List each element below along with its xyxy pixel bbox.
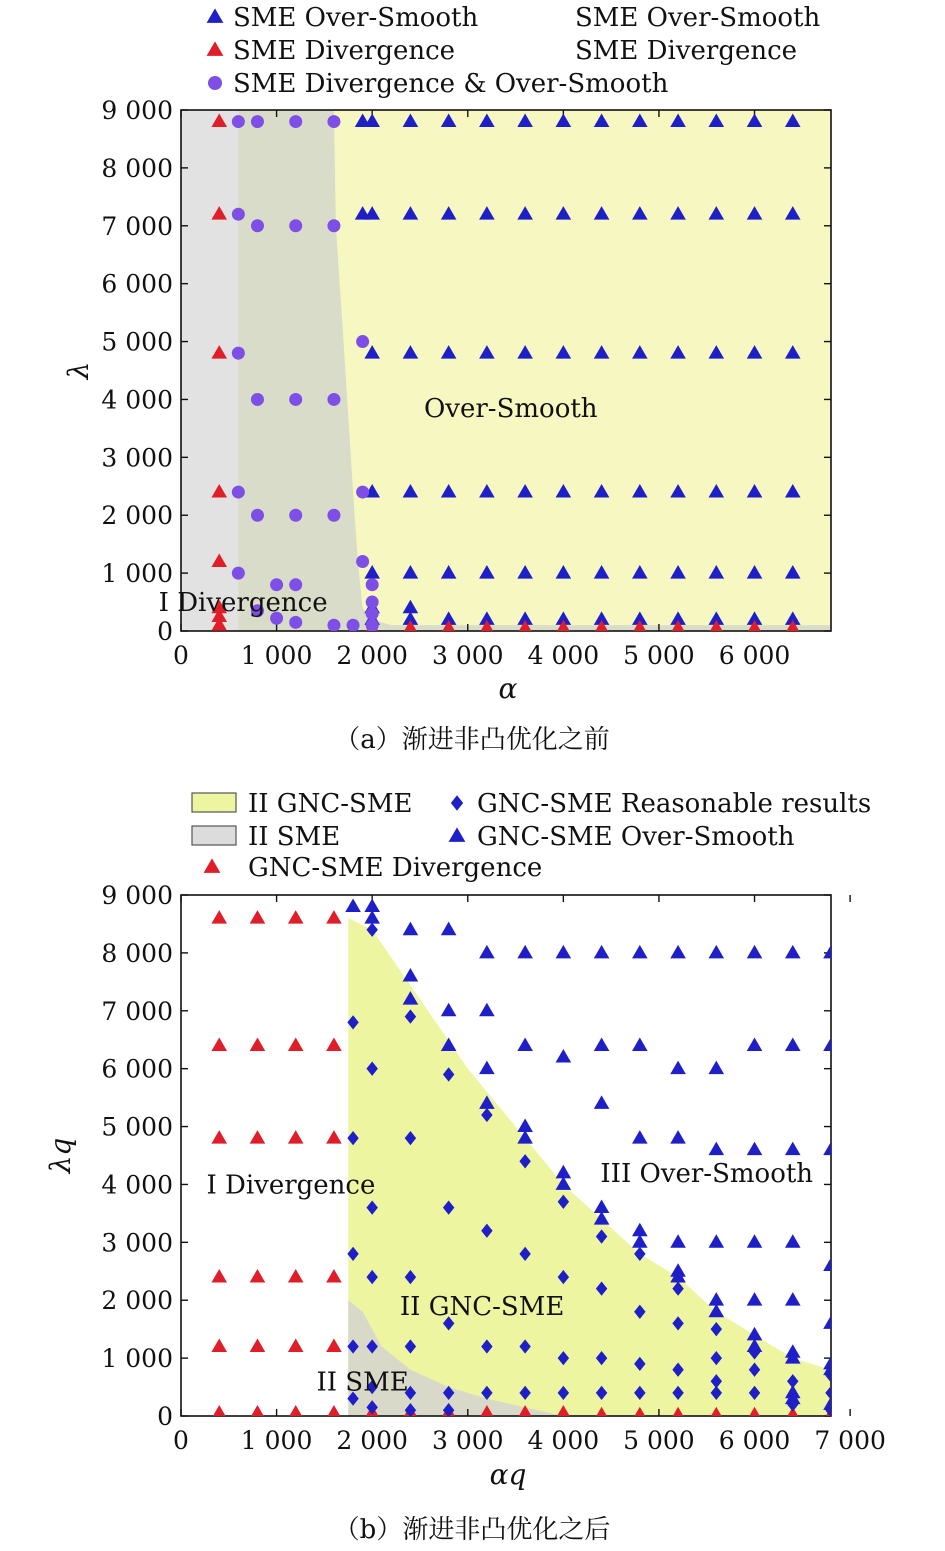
region-label: I Divergence: [206, 1170, 376, 1201]
y-tick-label: 8 000: [101, 153, 173, 183]
data-point: [211, 1269, 227, 1283]
legend-entry: [192, 822, 340, 852]
data-point: [479, 1003, 495, 1017]
data-point: [441, 922, 457, 936]
x-tick-label: 6 000: [718, 1426, 791, 1455]
data-point: [250, 1269, 266, 1283]
data-point: [594, 1095, 610, 1109]
data-point: [327, 115, 340, 128]
data-point: [708, 1234, 724, 1248]
data-point: [211, 1130, 227, 1144]
data-point: [250, 1130, 266, 1144]
regions: [181, 110, 831, 631]
data-point: [289, 509, 302, 522]
data-point: [823, 1142, 839, 1156]
y-tick-label: 9 000: [101, 96, 173, 125]
y-tick-label: 0: [157, 1402, 173, 1431]
x-tick-label: 6 000: [718, 641, 791, 670]
data-point: [632, 1130, 648, 1144]
data-point: [288, 1130, 304, 1144]
x-tick-label: 0: [173, 641, 189, 670]
data-point: [232, 347, 245, 360]
data-point: [517, 1037, 533, 1051]
x-tick-label: 3 000: [431, 1426, 504, 1455]
data-point: [785, 1292, 801, 1306]
legend-marker: [207, 41, 224, 56]
data-point: [747, 945, 763, 959]
y-tick-label: 1 000: [101, 1344, 173, 1374]
data-point: [708, 1061, 724, 1075]
y-tick-label: 4 000: [101, 1170, 173, 1200]
data-point: [708, 1292, 724, 1306]
legend-label: SME Over-Smooth: [233, 3, 479, 33]
x-axis-label: αq: [489, 1458, 527, 1491]
x-tick-label: 1 000: [240, 1426, 313, 1455]
data-point: [326, 1338, 342, 1352]
data-point: [289, 393, 302, 406]
data-point: [326, 1130, 342, 1144]
data-point: [250, 910, 266, 924]
data-point: [747, 1037, 763, 1051]
region-fill: [181, 110, 238, 631]
data-point: [632, 1234, 648, 1248]
legend-entry: [208, 69, 669, 99]
data-point: [327, 219, 340, 232]
y-tick-label: 7 000: [101, 996, 173, 1026]
x-tick-label: 0: [173, 1426, 189, 1455]
data-point: [670, 1234, 686, 1248]
data-point: [356, 335, 369, 348]
x-tick-label: 2 000: [336, 641, 408, 670]
data-point: [356, 486, 369, 499]
data-point: [250, 1037, 266, 1051]
y-tick-label: 7 000: [101, 211, 173, 241]
data-point: [211, 910, 227, 924]
data-point: [670, 1130, 686, 1144]
figure-caption: （b）渐进非凸优化之后: [333, 1515, 611, 1545]
data-point: [232, 486, 245, 499]
legend-entry: [451, 789, 871, 819]
data-point: [556, 1165, 572, 1179]
panel-a: [62, 3, 831, 755]
data-point: [366, 607, 379, 620]
data-point: [785, 1037, 801, 1051]
legend-label: GNC-SME Divergence: [248, 853, 543, 883]
legend-label: GNC-SME Reasonable results: [477, 789, 872, 819]
y-tick-label: 1 000: [101, 559, 173, 589]
legend-entry: [207, 36, 455, 66]
y-tick-label: 2 000: [101, 1286, 173, 1316]
data-point: [708, 1142, 724, 1156]
data-point: [232, 208, 245, 221]
x-tick-label: 3 000: [431, 641, 504, 670]
x-tick-label: 4 000: [527, 641, 600, 670]
legend-label: SME Over-Smooth: [575, 3, 821, 33]
legend-entry: [575, 36, 797, 66]
x-tick-label: 5 000: [623, 641, 695, 670]
data-point: [251, 509, 264, 522]
legend-label: II SME: [248, 822, 341, 852]
x-axis-label: α: [498, 672, 518, 705]
legend-swatch: [192, 826, 236, 845]
data-point: [366, 578, 379, 591]
legend-label: II GNC-SME: [248, 789, 413, 819]
y-tick-label: 3 000: [101, 443, 173, 473]
data-point: [251, 115, 264, 128]
data-point: [356, 555, 369, 568]
legend-entry: [204, 853, 543, 883]
data-point: [632, 1223, 648, 1237]
legend-entry: [449, 822, 795, 852]
data-point: [403, 968, 419, 982]
data-point: [747, 1142, 763, 1156]
y-axis-label: λ: [62, 361, 95, 380]
data-point: [288, 1338, 304, 1352]
legend-marker: [451, 795, 463, 810]
data-point: [594, 1200, 610, 1214]
legend-label: GNC-SME Over-Smooth: [477, 822, 795, 852]
legend-label: SME Divergence & Over-Smooth: [233, 69, 669, 99]
data-point: [232, 567, 245, 580]
y-tick-label: 8 000: [101, 938, 173, 968]
data-point: [823, 945, 839, 959]
panel-b: [44, 789, 886, 1545]
data-point: [288, 1037, 304, 1051]
region-label: Over-Smooth: [423, 394, 598, 425]
data-point: [441, 1003, 457, 1017]
x-tick-label: 7 000: [814, 1426, 886, 1455]
data-point: [823, 1315, 839, 1329]
y-tick-label: 2 000: [101, 501, 173, 531]
data-point: [289, 115, 302, 128]
data-point: [327, 619, 340, 632]
data-point: [785, 1142, 801, 1156]
data-point: [479, 1061, 495, 1075]
data-point: [251, 219, 264, 232]
data-point: [747, 1234, 763, 1248]
figure-caption: （a）渐进非凸优化之前: [334, 725, 610, 755]
legend-label: SME Divergence: [233, 36, 456, 66]
data-point: [403, 922, 419, 936]
data-point: [747, 1292, 763, 1306]
data-point: [326, 1037, 342, 1051]
data-point: [632, 1037, 648, 1051]
region-label: I Divergence: [158, 588, 328, 619]
data-point: [785, 1234, 801, 1248]
legend-entry: [207, 3, 479, 33]
data-point: [594, 1037, 610, 1051]
data-point: [347, 619, 360, 632]
y-tick-label: 0: [157, 617, 173, 646]
data-point: [479, 945, 495, 959]
x-tick-label: 1 000: [240, 641, 313, 670]
y-tick-label: 6 000: [101, 269, 173, 299]
region-label: II GNC-SME: [399, 1292, 565, 1323]
y-tick-label: 3 000: [101, 1228, 173, 1258]
region-label: II SME: [316, 1367, 409, 1398]
data-point: [708, 945, 724, 959]
data-point: [327, 393, 340, 406]
data-point: [556, 945, 572, 959]
legend-marker: [207, 8, 224, 23]
y-tick-label: 9 000: [101, 881, 173, 910]
x-tick-label: 2 000: [336, 1426, 408, 1455]
data-point: [288, 1269, 304, 1283]
data-point: [326, 1269, 342, 1283]
data-point: [594, 945, 610, 959]
legend-entry: [192, 789, 412, 819]
legend-entry: [575, 3, 821, 33]
data-point: [211, 1338, 227, 1352]
data-point: [366, 619, 379, 632]
data-point: [823, 1037, 839, 1051]
data-point: [670, 1061, 686, 1075]
legend-swatch: [192, 793, 236, 812]
data-point: [232, 115, 245, 128]
data-point: [556, 1049, 572, 1063]
x-tick-label: 4 000: [527, 1426, 600, 1455]
data-point: [345, 899, 361, 913]
y-tick-label: 5 000: [101, 327, 173, 357]
data-point: [251, 393, 264, 406]
data-point: [823, 1257, 839, 1271]
data-point: [517, 1118, 533, 1132]
data-point: [364, 910, 380, 924]
legend-marker: [204, 858, 221, 873]
y-tick-label: 6 000: [101, 1054, 173, 1084]
data-point: [632, 945, 648, 959]
region-label: III Over-Smooth: [600, 1158, 814, 1189]
data-point: [326, 910, 342, 924]
y-axis-label: λq: [44, 1137, 77, 1174]
x-tick-label: 5 000: [623, 1426, 695, 1455]
data-point: [288, 910, 304, 924]
data-point: [211, 1037, 227, 1051]
data-point: [785, 945, 801, 959]
data-point: [366, 596, 379, 609]
data-point: [364, 899, 380, 913]
data-point: [670, 945, 686, 959]
legend-marker: [449, 827, 466, 842]
legend-label: SME Divergence: [575, 36, 798, 66]
data-point: [327, 509, 340, 522]
y-tick-label: 4 000: [101, 385, 173, 415]
data-point: [517, 945, 533, 959]
legend-marker: [208, 76, 222, 90]
y-tick-label: 5 000: [101, 1112, 173, 1142]
data-point: [289, 219, 302, 232]
data-point: [250, 1338, 266, 1352]
